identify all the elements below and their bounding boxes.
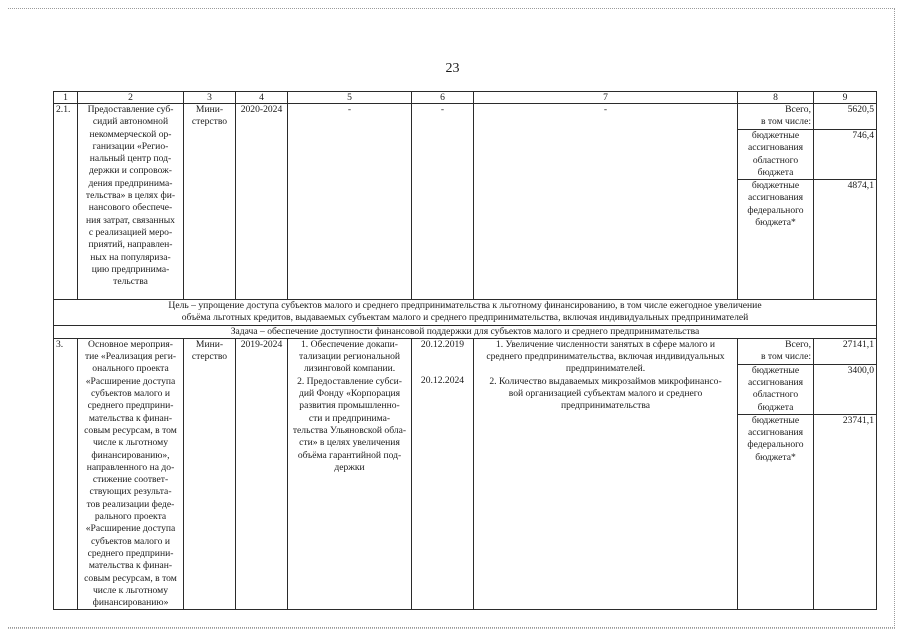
measure-name: Предоставление суб- сидий автономной некоммерческой ор- ганизации «Регио- нальный центр под- держки и сопровож- дения предпринима- тельства» в целях фи- нансового обеспече- ния затрат, связанных с реализацией меро- приятий, направлен- ных на популяриза- цию предпринима- тельства	[78, 104, 184, 300]
activity-item: 1. Обеспечение докапи- тализации региональной лизинговой компании.	[298, 338, 401, 375]
table-row	[54, 104, 877, 300]
finance-label: бюджетные ассигнования областного бюджета	[738, 129, 813, 179]
measure-name: Основное мероприя- тие «Реализация реги- онального проекта «Расширение доступа субъектов малого и среднего предприни- мательства к финан- совым ресурсам, в том числе к льготному финансированию», направленного на до- стижение соответ- ствующих результа- тов реализации феде- рального проекта «Расширение доступа субъектов малого и среднего предприни- мательства к финан- совым ресурсам, в том числе к льготному финансированию»	[78, 338, 184, 610]
header-cell: 1	[54, 92, 78, 104]
finance-value-cell	[814, 104, 877, 300]
executor: Мини- стерство	[184, 338, 236, 610]
finance-value: 27141,1	[842, 338, 874, 350]
header-cell: 5	[288, 92, 412, 104]
period: 2019-2024	[236, 338, 288, 610]
row-number: 3.	[54, 338, 78, 610]
executor: Мини- стерство	[184, 104, 236, 300]
finance-value: 746,4	[814, 129, 876, 179]
finance-source-cell	[738, 104, 814, 300]
finance-value: 3400,0	[814, 364, 876, 414]
finance-label: бюджетные ассигнования федерального бюджета*	[738, 414, 813, 475]
header-cell: 8	[738, 92, 814, 104]
header-cell: 4	[236, 92, 288, 104]
header-cell: 3	[184, 92, 236, 104]
date-item: 20.12.2019	[420, 338, 465, 350]
page-number: 23	[445, 61, 460, 76]
goal-row	[54, 300, 877, 326]
finance-value: 23741,1	[814, 414, 876, 475]
finance-value-cell	[814, 338, 877, 610]
finance-value: 4874,1	[814, 179, 876, 240]
indicator-item: 1. Увеличение численности занятых в сфере малого и среднего предпринимательства, включая индивидуальных предпринимателей.	[486, 338, 725, 375]
task-text: Задача – обеспечение доступности финансовой поддержки для субъектов малого и среднего предпринимательства	[54, 325, 877, 338]
finance-source-cell	[738, 338, 814, 610]
finance-label: бюджетные ассигнования областного бюджета	[738, 364, 813, 414]
activity-item: 2. Предоставление субси- дий Фонду «Корпорация развития промышленно- сти и предпринима- тельства Ульяновской обла- сти» в целях увеличения объёма гарантийной под- держки	[292, 375, 407, 473]
date-cell	[412, 338, 474, 610]
activity-cell: -	[288, 104, 412, 300]
indicator-item: 2. Количество выдаваемых микрозаймов микрофинансо- вой организацией субъектам малого и среднего предпринимательства	[489, 375, 722, 412]
finance-label: Всего, в том числе:	[760, 338, 811, 363]
indicator-cell: -	[474, 104, 738, 300]
finance-value: 5620,5	[847, 104, 874, 115]
header-cell: 7	[474, 92, 738, 104]
finance-label: Всего, в том числе:	[760, 104, 811, 128]
date-cell: -	[412, 104, 474, 300]
activity-cell	[288, 338, 412, 610]
finance-label: бюджетные ассигнования федерального бюджета*	[738, 179, 813, 240]
header-row	[54, 92, 877, 104]
goal-text: Цель – упрощение доступа субъектов малого и среднего предпринимательства к льготному финансированию, в том числе ежегодное увеличение объёма льготных кредитов, выдаваемых субъектам малого и среднего предпринимательства, включая индивидуальных предпринимателей	[54, 300, 877, 326]
task-row	[54, 325, 877, 338]
bottom-edge	[8, 628, 895, 630]
indicator-cell	[474, 338, 738, 610]
row-number: 2.1.	[54, 104, 78, 300]
period: 2020-2024	[236, 104, 288, 300]
header-cell: 6	[412, 92, 474, 104]
header-cell: 2	[78, 92, 184, 104]
date-item: 20.12.2024	[420, 375, 465, 387]
header-cell: 9	[814, 92, 877, 104]
table-row	[54, 338, 877, 610]
program-table	[53, 91, 877, 610]
